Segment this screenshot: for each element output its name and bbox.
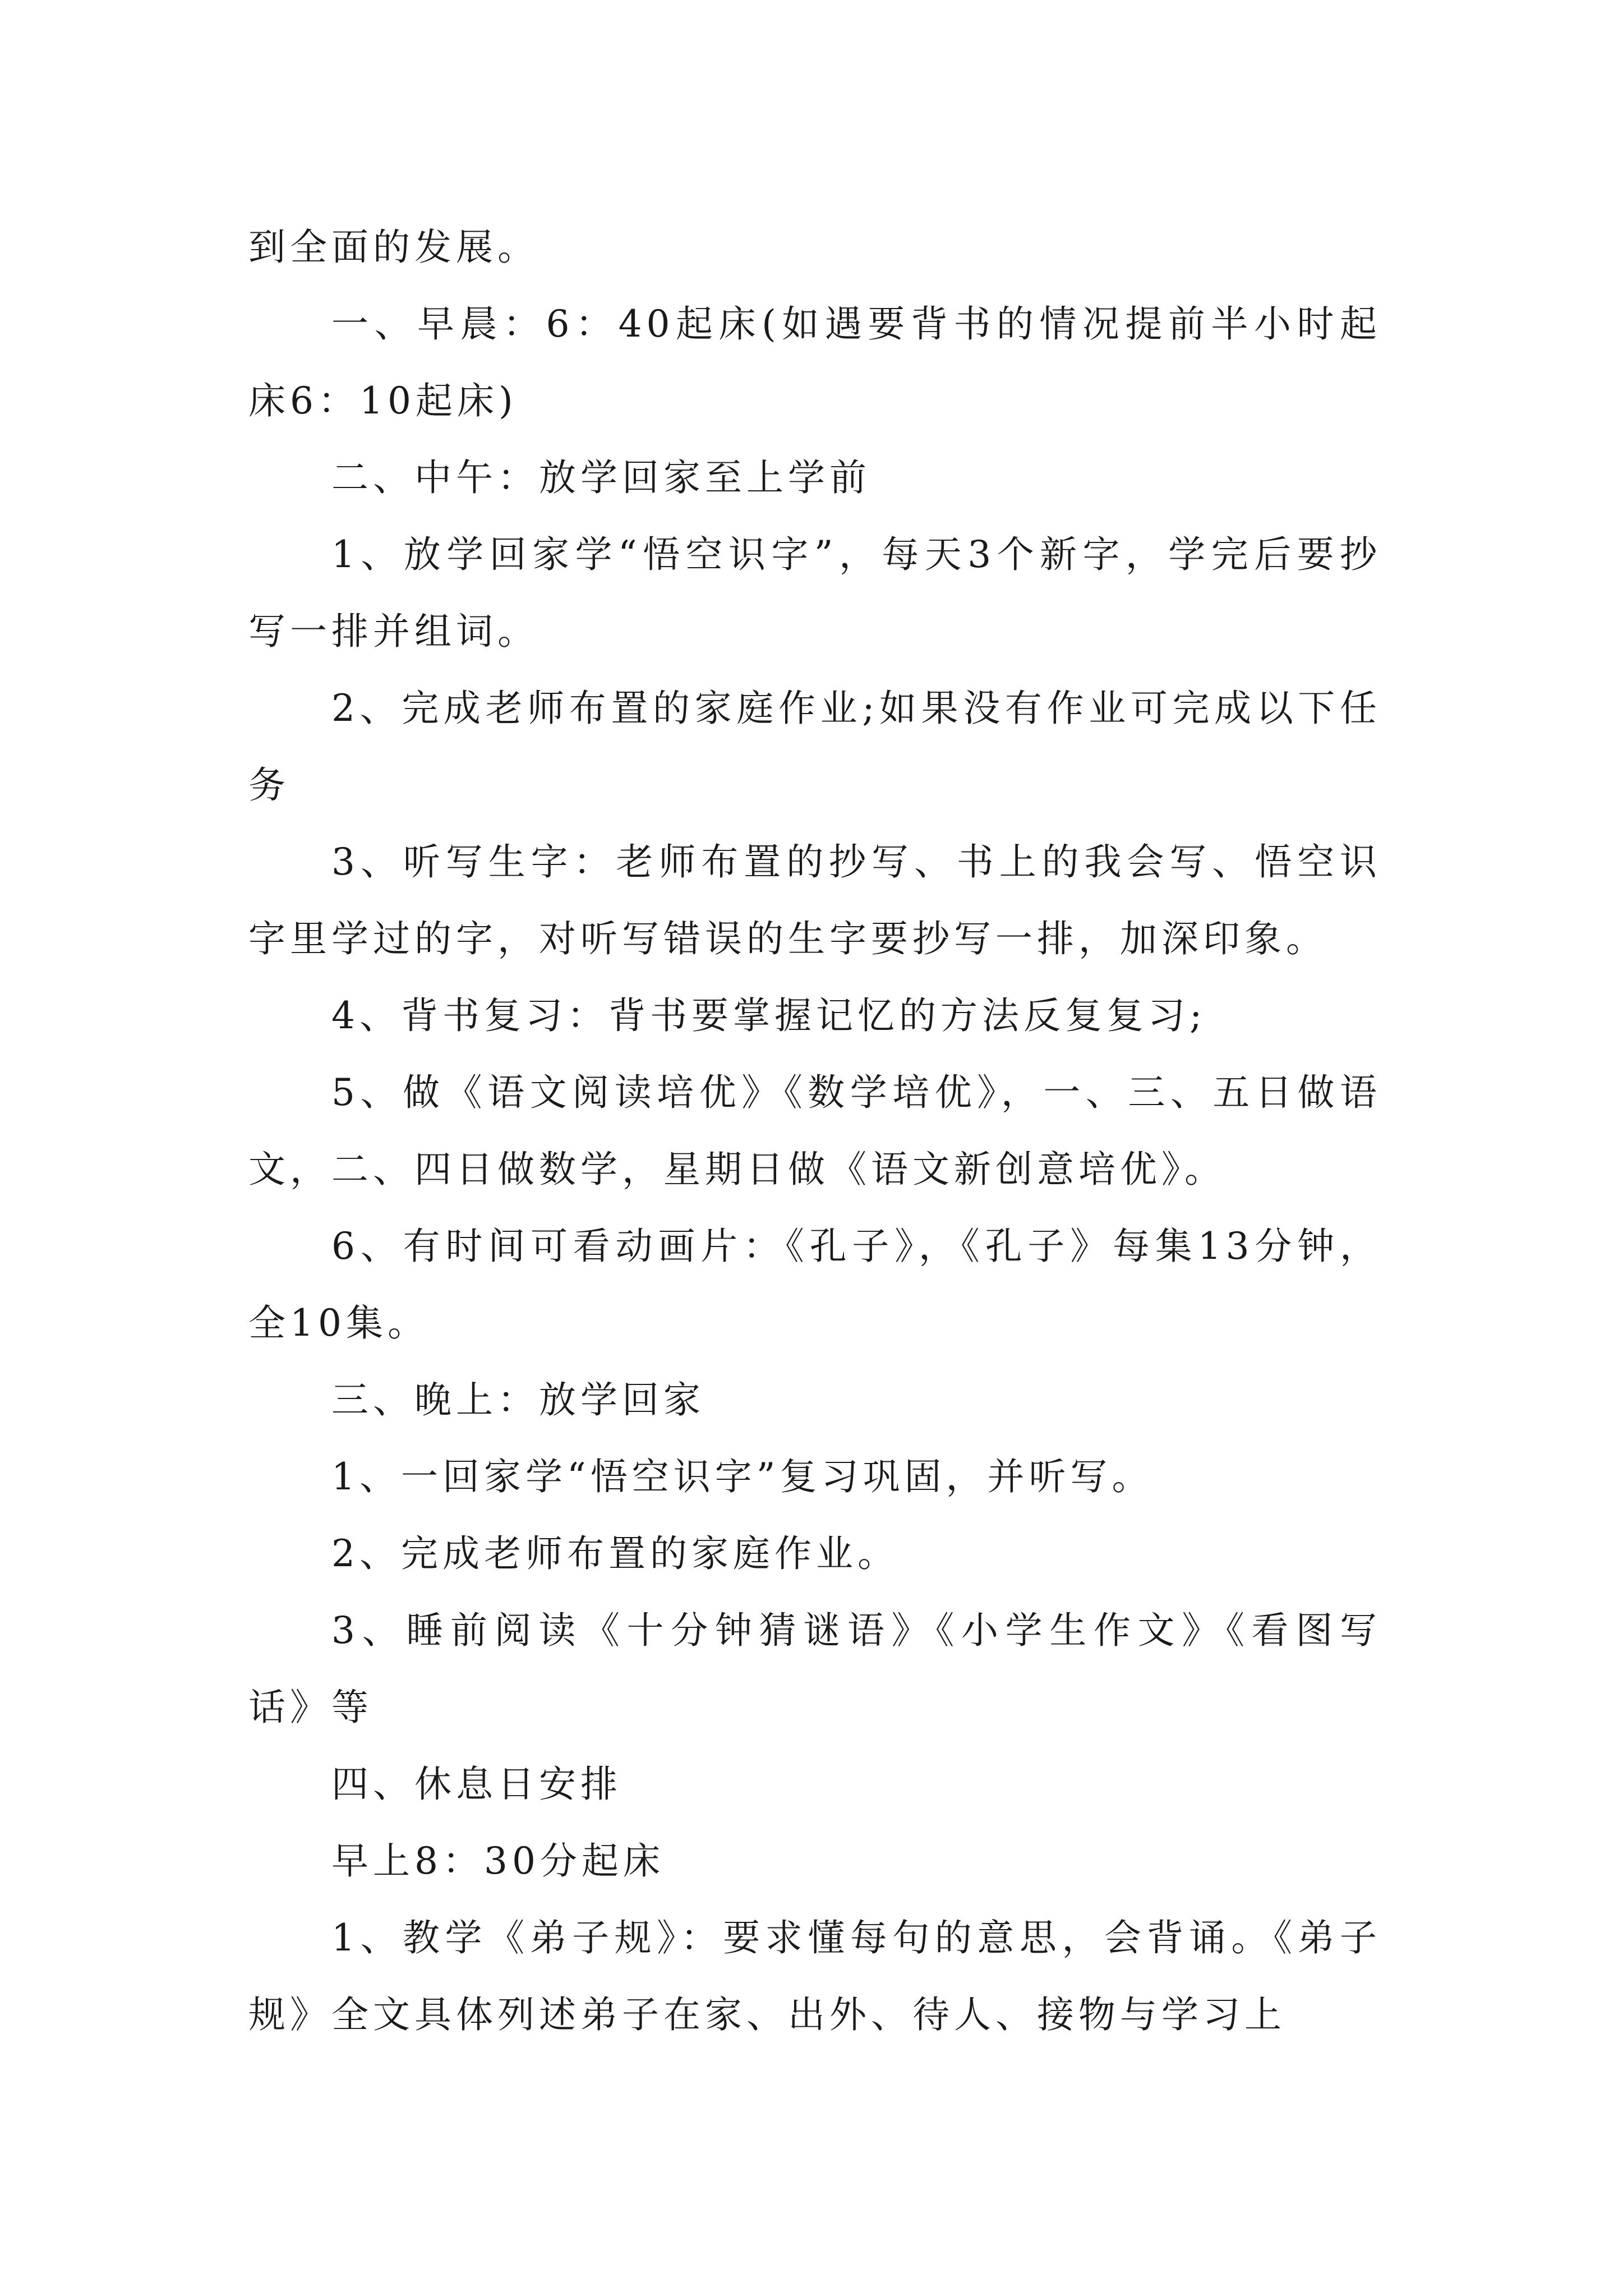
paragraph-16: 1、教学《弟子规》：要求懂每句的意思，会背诵。《弟子规》全文具体列述弟子在家、出外、待人、接物与学习上 — [248, 1916, 1381, 2036]
paragraph-4: 1、放学回家学“悟空识字”，每天3个新字，学完后要抄写一排并组词。 — [248, 533, 1381, 653]
paragraph-14: 四、休息日安排 — [331, 1763, 622, 1806]
document-body — [248, 209, 1381, 2053]
paragraph-13: 3、睡前阅读《十分钟猜谜语》《小学生作文》《看图写话》等 — [248, 1609, 1381, 1729]
paragraph-12: 2、完成老师布置的家庭作业。 — [331, 1532, 899, 1575]
paragraph-8: 5、做《语文阅读培优》《数学培优》，一、三、五日做语文，二、四日做数学，星期日做《语文新创意培优》。 — [248, 1071, 1381, 1191]
paragraph-9: 6、有时间可看动画片：《孔子》，《孔子》每集13分钟，全10集。 — [248, 1225, 1381, 1345]
paragraph-7: 4、背书复习：背书要掌握记忆的方法反复复习; — [331, 994, 1207, 1037]
paragraph-3: 二、中午：放学回家至上学前 — [331, 456, 871, 499]
paragraph-5: 2、完成老师布置的家庭作业;如果没有作业可完成以下任务 — [248, 687, 1381, 807]
paragraph-6: 3、听写生字：老师布置的抄写、书上的我会写、悟空识字里学过的字，对听写错误的生字要抄写一排，加深印象。 — [248, 840, 1381, 960]
paragraph-2: 一、早晨：6：40起床(如遇要背书的情况提前半小时起床6：10起床) — [248, 302, 1381, 422]
paragraph-1: 到全面的发展。 — [248, 226, 539, 269]
paragraph-10: 三、晚上：放学回家 — [331, 1378, 705, 1421]
paragraph-11: 1、一回家学“悟空识字”复习巩固，并听写。 — [331, 1455, 1154, 1498]
paragraph-15: 早上8：30分起床 — [331, 1839, 665, 1883]
